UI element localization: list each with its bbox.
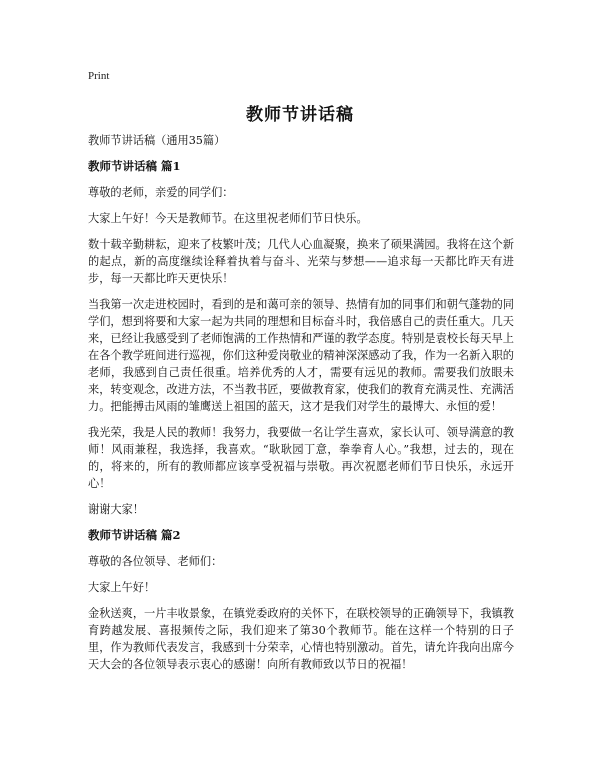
paragraph: 我光荣，我是人民的教师！我努力，我要做一名让学生喜欢，家长认可、领导满意的教师！风雨兼程，我选择，我喜欢。“耿耿园丁意，拳拳育人心。”我想，过去的，现在的，将来的，所有的教师都应该享受祝福与崇敬。再次祝愿老师们节日快乐，永远开心！ bbox=[88, 426, 514, 490]
print-link[interactable]: Print bbox=[88, 70, 110, 82]
paragraph: 数十载辛勤耕耘，迎来了枝繁叶茂；几代人心血凝聚，换来了硕果满园。我将在这个新的起点，新的高度继续诠释着执着与奋斗、光荣与梦想——追求每一天都比昨天有进步，每一天都比昨天更快乐！ bbox=[88, 238, 514, 285]
paragraph: 大家上午好！ bbox=[88, 581, 156, 594]
section-heading: 教师节讲话稿 篇2 bbox=[88, 528, 181, 542]
paragraph: 当我第一次走进校园时，看到的是和蔼可亲的领导、热情有加的同事们和朝气蓬勃的同学们，想到将要和大家一起为共同的理想和目标奋斗时，我倍感自己的责任重大。几天来，已经让我感受到了老师饱满的工作热情和严谨的教学态度。特别是袁校长每天早上在各个教学班间进行巡视，你们这种爱岗敬业的精神深深感动了我，作为一名新入职的老师，我感到自己责任很重。培养优秀的人才，需要有远见的教师。需要我们放眼未来，转变观念，改进方法，不当教书匠，要做教育家，使我们的教育充满灵性、充满活力。把能搏击风雨的雏鹰送上祖国的蓝天，这才是我们对学生的最博大、永恒的爱！ bbox=[88, 298, 514, 413]
section-heading: 教师节讲话稿 篇1 bbox=[88, 159, 181, 173]
paragraph: 金秋送爽，一片丰收景象，在镇党委政府的关怀下，在联校领导的正确领导下，我镇教育跨越发展、喜报频传之际，我们迎来了第30个教师节。能在这样一个特别的日子里，作为教师代表发言，我感到十分荣幸，心情也特别激动。首先，请允许我向出席今天大会的各位领导表示衷心的感谢！向所有教师致以节日的祝福！ bbox=[88, 607, 514, 671]
paragraph: 谢谢大家！ bbox=[88, 503, 144, 516]
document-subtitle: 教师节讲话稿（通用35篇） bbox=[88, 134, 226, 147]
document-title: 教师节讲话稿 bbox=[246, 105, 354, 125]
paragraph: 大家上午好！今天是教师节。在这里祝老师们节日快乐。 bbox=[88, 212, 368, 225]
document-body bbox=[88, 132, 514, 682]
paragraph: 尊敬的老师，亲爱的同学们： bbox=[88, 186, 234, 199]
paragraph: 尊敬的各位领导、老师们： bbox=[88, 555, 223, 568]
